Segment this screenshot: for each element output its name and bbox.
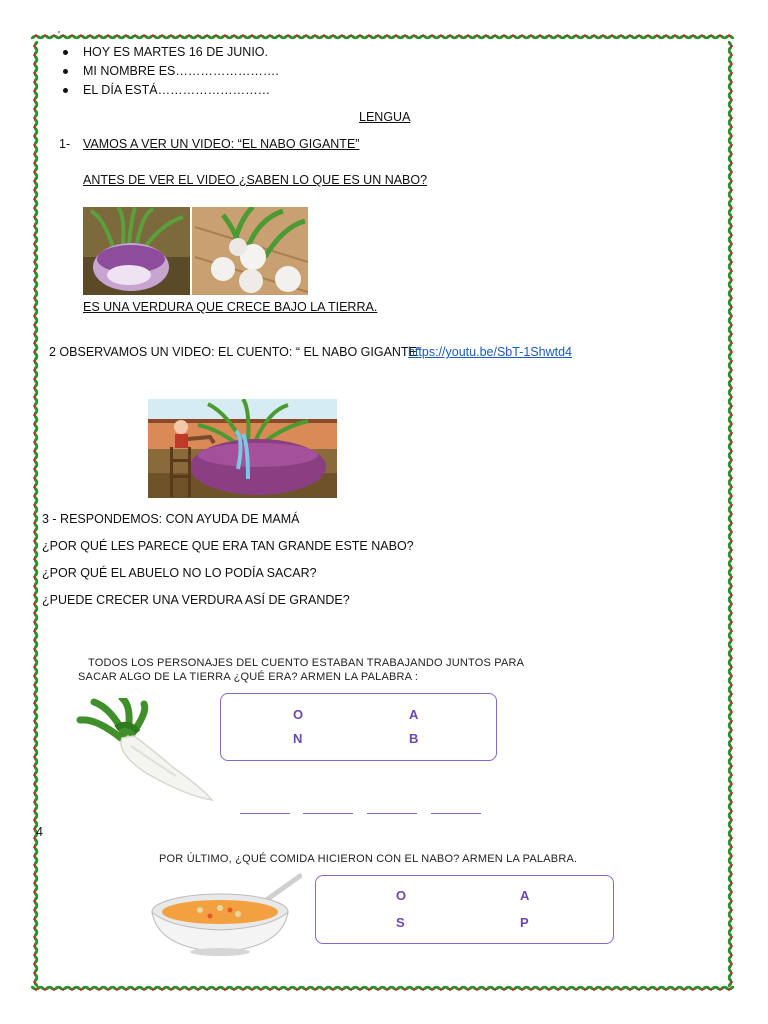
bullet-dot: [63, 69, 68, 74]
exercise1-line1: TODOS LOS PERSONAJES DEL CUENTO ESTABAN TRABAJANDO JUNTOS PARA: [88, 657, 525, 669]
bullet-dot: [63, 50, 68, 55]
answer-blank[interactable]: [367, 813, 417, 814]
bullet-dot: [63, 88, 68, 93]
item3-question-2: ¿POR QUÉ EL ABUELO NO LO PODÍA SACAR?: [42, 566, 317, 580]
white-radish-picture: [76, 698, 218, 806]
item4-number: 4: [36, 825, 43, 839]
item3-question-3: ¿PUEDE CRECER UNA VERDURA ASÍ DE GRANDE?: [42, 593, 350, 607]
item3-question-1: ¿POR QUÉ LES PARECE QUE ERA TAN GRANDE ESTE NABO?: [42, 539, 414, 553]
date-line: HOY ES MARTES 16 DE JUNIO.: [83, 45, 269, 59]
letter-tile[interactable]: O: [293, 707, 304, 722]
turnip-photos: [83, 207, 308, 295]
section-title: LENGUA: [359, 110, 411, 124]
letter-tile[interactable]: O: [396, 888, 407, 903]
answer-blank[interactable]: [431, 813, 481, 814]
letter-tile[interactable]: P: [520, 915, 529, 930]
item3-title: 3 - RESPONDEMOS: CON AYUDA DE MAMÁ: [42, 512, 300, 526]
answer-blank[interactable]: [303, 813, 353, 814]
letter-tile[interactable]: S: [396, 915, 405, 930]
item1-caption: ES UNA VERDURA QUE CRECE BAJO LA TIERRA.: [83, 300, 378, 314]
letters-box-1: [220, 693, 497, 761]
weather-line: EL DÍA ESTÁ………………………: [83, 83, 271, 97]
item1-number: 1-: [59, 137, 71, 151]
item2-text: 2 OBSERVAMOS UN VIDEO: EL CUENTO: “ EL NABO GIGANTE”: [49, 345, 422, 359]
exercise2-line1: POR ÚLTIMO, ¿QUÉ COMIDA HICIERON CON EL NABO? ARMEN LA PALABRA.: [159, 853, 578, 865]
soup-bowl-picture: [150, 872, 302, 958]
letter-tile[interactable]: A: [520, 888, 530, 903]
corner-mark: ': [58, 30, 60, 41]
exercise1-line2: SACAR ALGO DE LA TIERRA ¿QUÉ ERA? ARMEN LA PALABRA :: [78, 671, 419, 683]
letter-tile[interactable]: B: [409, 731, 419, 746]
letter-tile[interactable]: A: [409, 707, 419, 722]
letter-tile[interactable]: N: [293, 731, 303, 746]
name-line: MI NOMBRE ES…………………….: [83, 64, 279, 78]
giant-turnip-illustration: [148, 399, 337, 498]
letters-box-2: [315, 875, 614, 944]
video-link[interactable]: https://youtu.be/SbT-1Shwtd4: [408, 345, 572, 359]
item1-title: VAMOS A VER UN VIDEO: “EL NABO GIGANTE”: [83, 137, 360, 151]
item1-question: ANTES DE VER EL VIDEO ¿SABEN LO QUE ES UN NABO?: [83, 173, 428, 187]
answer-blank[interactable]: [240, 813, 290, 814]
